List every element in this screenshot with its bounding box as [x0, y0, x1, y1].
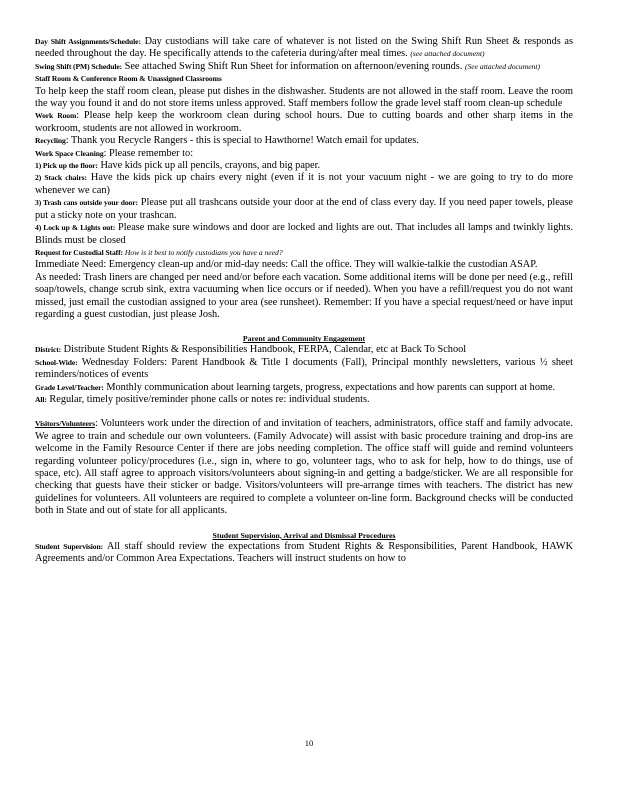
stack-chairs-label: 2) Stack chairs: [35, 173, 87, 183]
district-text: Distribute Student Rights & Responsibilities Handbook, FERPA, Calendar, etc at Back To School [61, 344, 467, 356]
parent-community-heading-text: Parent and Community Engagement [242, 334, 366, 344]
supervision-heading-text: Student Supervision, Arrival and Dismissal Procedures [212, 530, 396, 540]
recycling-label: Recycling [35, 136, 66, 146]
work-space-paragraph [35, 148, 573, 160]
day-shift-text: Day custodians will take care of whatever is not listed on the Swing Shift Run Sheet & responds as needed throughout the day. He specifically attends to the cafeteria during/after meal times. [35, 36, 573, 60]
immediate-need-paragraph: Immediate Need: Emergency clean-up and/or mid-day needs: Call the office. They will walkie-talkie the custodian ASAP. [35, 259, 538, 271]
all-paragraph [35, 394, 573, 406]
trash-cans-item [35, 197, 573, 222]
grade-level-paragraph [35, 382, 573, 394]
staff-room-paragraph: To help keep the staff room clean, please put dishes in the dishwasher. Students are not allowed in the staff room. Leave the room the way you found it and do not store items unless approved. Staff members follow the grade level staff room clean-up schedule [35, 85, 573, 110]
day-shift-note: (see attached document) [410, 49, 485, 59]
pick-up-floor-label: 1) Pick up the floor: [35, 161, 98, 171]
swing-shift-text: See attached Swing Shift Run Sheet for information on afternoon/evening rounds. [122, 60, 465, 72]
student-supervision-paragraph [35, 541, 573, 566]
work-space-text: : Please remember to: [103, 147, 194, 159]
pick-up-floor-text: Have kids pick up all pencils, crayons, and big paper. [97, 160, 321, 172]
work-room-text: : Please help keep the workroom clean during school hours. Due to cutting boards and other sharp items in the workroom, students are not allowed in workroom. [35, 110, 573, 134]
staff-room-heading [35, 73, 573, 85]
recycling-paragraph [35, 135, 573, 147]
swing-shift-note: (See attached document) [464, 61, 540, 71]
all-label: All: [35, 394, 47, 404]
day-shift-label: Day Shift Assignments/Schedule: [35, 37, 141, 46]
volunteers-label: Visitors/Volunteers [35, 419, 95, 429]
supervision-heading [35, 530, 573, 541]
lock-up-text: Please make sure windows and door are locked and lights are out. That includes all lamps and twinkly lights. Blinds must be closed [35, 222, 573, 246]
work-space-label: Work Space Cleaning [35, 148, 104, 158]
school-wide-text: Wednesday Folders: Parent Handbook & Title I documents (Fall), Principal monthly newsletters, various ½ sheet reminders/notices of events [35, 356, 573, 381]
volunteers-text: : Volunteers work under the direction of and invitation of teachers, administrators, office staff and family advocate. We agree to train and schedule our own volunteers. (Family Advocate) will assist with basic procedure training and drop-ins are welcome in the Family Resource Center if there are jobs needing completion. The office staff will guide and remind volunteers regarding volunteer policy/procedures (i.e., sign in, where to go, volunteer tags, who to ask for help, how to do things, use of space, etc). All staff agree to approach visitors/volunteers about signing-in and getting a badge/sticker. We are all responsible for checking that guests have their sticker or badge. Visitors/volunteers will pre-arrange times with teachers. The district has new guidelines for volunteers. All volunteers are required to complete a volunteer on-line form. Background checks will be conducted both in State and out of state for all applicants. [35, 418, 573, 517]
swing-shift-label: Swing Shift (PM) Schedule: [35, 61, 123, 71]
trash-cans-text: Please put all trashcans outside your door at the end of class every day. If you need paper towels, please put a sticky note on your trashcan. [35, 197, 573, 221]
stack-chairs-text: Have the kids pick up chairs every night (even if it is not your vacuum night - we are going to try to do more whenever we can) [35, 172, 573, 196]
as-needed-paragraph: As needed: Trash liners are changed per need and/or before each vacation. Some additional items will be done per need (e.g., refill soap/towels, change scrub sink, extra vacuuming when lice occurs or if needed). When you have a refill/request you do not want missed, just email the custodian assigned to your area (see runsheet). Remember: If you have a special request/need or have input regarding a guest custodian, just please Josh. [35, 271, 573, 320]
swing-shift-paragraph [35, 61, 573, 73]
stack-chairs-item [35, 172, 573, 197]
all-text: Regular, timely positive/reminder phone calls or notes re: individual students. [46, 393, 370, 405]
lock-up-label: 4) Lock up & Lights out: [35, 223, 116, 233]
school-wide-label: School-Wide: [35, 357, 78, 367]
document-page [35, 36, 573, 565]
custodial-request-label: Request for Custodial Staff: [35, 247, 123, 257]
volunteers-paragraph [35, 418, 573, 517]
staff-room-label: Staff Room & Conference Room & Unassigned Classrooms [35, 74, 222, 84]
trash-cans-label: 3) Trash cans outside your door: [35, 198, 138, 208]
pick-up-floor-item [35, 160, 573, 172]
grade-level-label: Grade Level/Teacher: [35, 382, 104, 392]
lock-up-item [35, 222, 573, 247]
work-room-label: Work Room [35, 111, 77, 121]
district-paragraph [35, 344, 573, 356]
student-supervision-label: Student Supervision: [35, 541, 104, 551]
district-label: District: [35, 345, 62, 355]
parent-community-heading [35, 333, 573, 344]
recycling-text: : Thank you Recycle Rangers - this is special to Hawthorne! Watch email for updates. [65, 135, 419, 147]
work-room-paragraph [35, 110, 573, 135]
day-shift-paragraph [35, 36, 573, 61]
grade-level-text: Monthly communication about learning targets, progress, expectations and how parents can support at home. [103, 381, 556, 393]
school-wide-paragraph [35, 357, 573, 382]
custodial-request-paragraph [35, 247, 573, 259]
custodial-request-note: How is it best to notify custodians you have a need? [122, 247, 283, 257]
student-supervision-text: All staff should review the expectations from Student Rights & Responsibilities, Parent Handbook, HAWK Agreements and/or Common Area Expectations. Teachers will instruct students on how to [35, 540, 573, 565]
page-number: 10 [304, 738, 314, 748]
